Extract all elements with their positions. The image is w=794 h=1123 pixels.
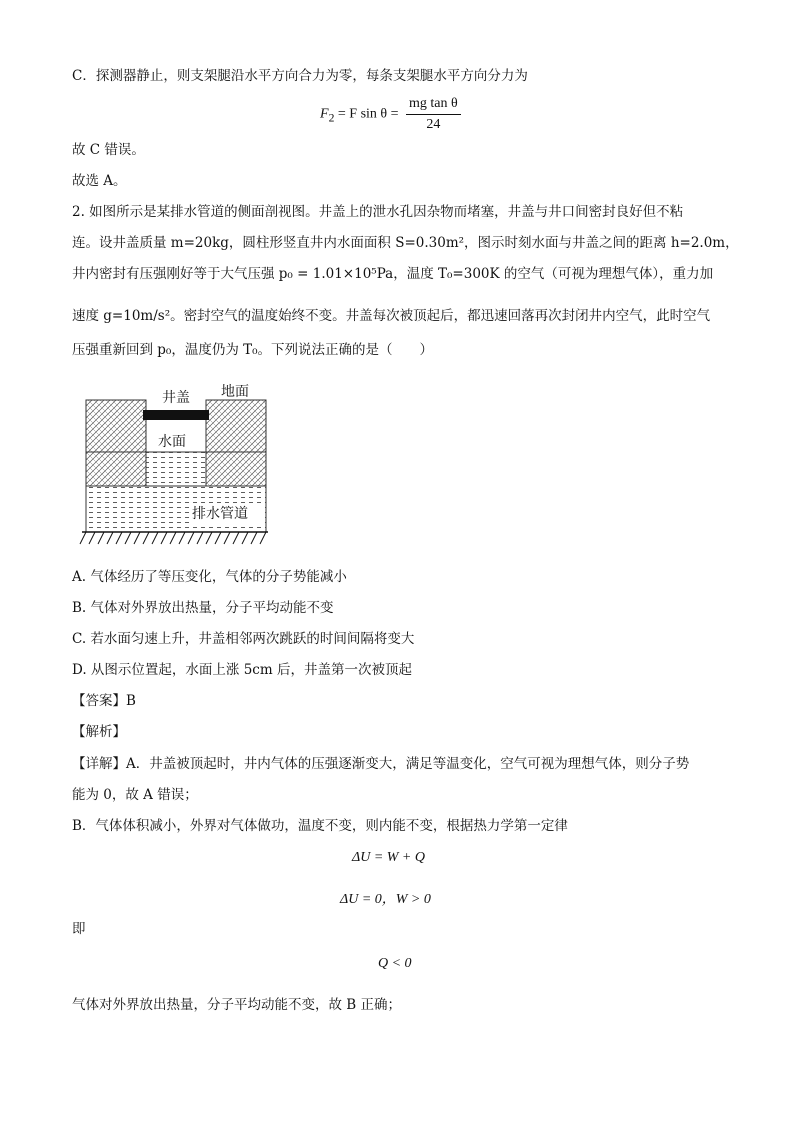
detail-line2: 能为 0，故 A 错误；	[72, 787, 198, 803]
question2-line1: 2. 如图所示是某排水管道的侧面剖视图。井盖上的泄水孔因杂物而堵塞，井盖与井口间密封良好但不粘	[72, 204, 684, 220]
equation-conditions: ΔU = 0，W > 0	[340, 892, 431, 907]
option-d: D. 从图示位置起，水面上涨 5cm 后，井盖第一次被顶起	[72, 662, 412, 678]
label-ground: 地面	[221, 384, 249, 400]
label-cover: 井盖	[162, 390, 190, 406]
formula-lhs: F	[320, 106, 329, 122]
equation-q: Q < 0	[378, 956, 412, 971]
answer-line	[72, 692, 136, 710]
detail-line4: 气体对外界放出热量，分子平均动能不变，故 B 正确；	[72, 997, 402, 1013]
formula-numerator: mg tan θ	[406, 96, 461, 115]
formula-middle: = F sin θ =	[334, 106, 403, 122]
part-c-line: C．探测器静止，则支架腿沿水平方向合力为零，每条支架腿水平方向分力为	[72, 68, 528, 84]
label-water: 水面	[158, 434, 186, 450]
final-choice: 故选 A。	[72, 173, 127, 189]
right-ground-block	[206, 400, 266, 486]
option-a: A. 气体经历了等压变化，气体的分子势能减小	[72, 569, 347, 585]
answer-value: B	[126, 693, 136, 709]
detail-ji: 即	[72, 921, 86, 937]
answer-tag: 【答案】	[72, 693, 126, 709]
question2-line4: 速度 g=10m/s²。密封空气的温度始终不变。井盖每次被顶起后，都迅速回落再次封闭井内空气，此时空气	[72, 308, 711, 324]
ground-hatch	[80, 532, 266, 544]
question2-line2: 连。设井盖质量 m=20kg，圆柱形竖直井内水面面积 S=0.30m²，图示时刻水面与井盖之间的距离 h=2.0m，	[72, 235, 739, 251]
analysis-tag: 【解析】	[72, 724, 126, 740]
part-c-conclusion: 故 C 错误。	[72, 142, 145, 158]
option-b: B. 气体对外界放出热量，分子平均动能不变	[72, 600, 334, 616]
left-ground-block	[86, 400, 146, 486]
question2-line5: 压强重新回到 p₀，温度仍为 T₀。下列说法正确的是（ ）	[72, 342, 434, 358]
detail-line3: B．气体体积减小，外界对气体做功，温度不变，则内能不变，根据热力学第一定律	[72, 818, 568, 834]
formula-denominator: 24	[426, 117, 441, 132]
label-pipe: 排水管道	[192, 506, 248, 522]
option-c: C. 若水面匀速上升，井盖相邻两次跳跃的时间间隔将变大	[72, 631, 415, 647]
formula-lhs-sub: 2	[328, 111, 335, 125]
shaft-water	[146, 452, 206, 486]
question2-line3: 井内密封有压强刚好等于大气压强 p₀ = 1.01×10⁵Pa，温度 T₀=300K 的空气（可视为理想气体），重力加	[72, 266, 714, 282]
detail-line1: 【详解】A．井盖被顶起时，井内气体的压强逐渐变大，满足等温变化，空气可视为理想气体，则分子势	[72, 756, 690, 772]
well-cover	[143, 410, 209, 420]
equation-first-law: ΔU = W + Q	[352, 850, 425, 865]
